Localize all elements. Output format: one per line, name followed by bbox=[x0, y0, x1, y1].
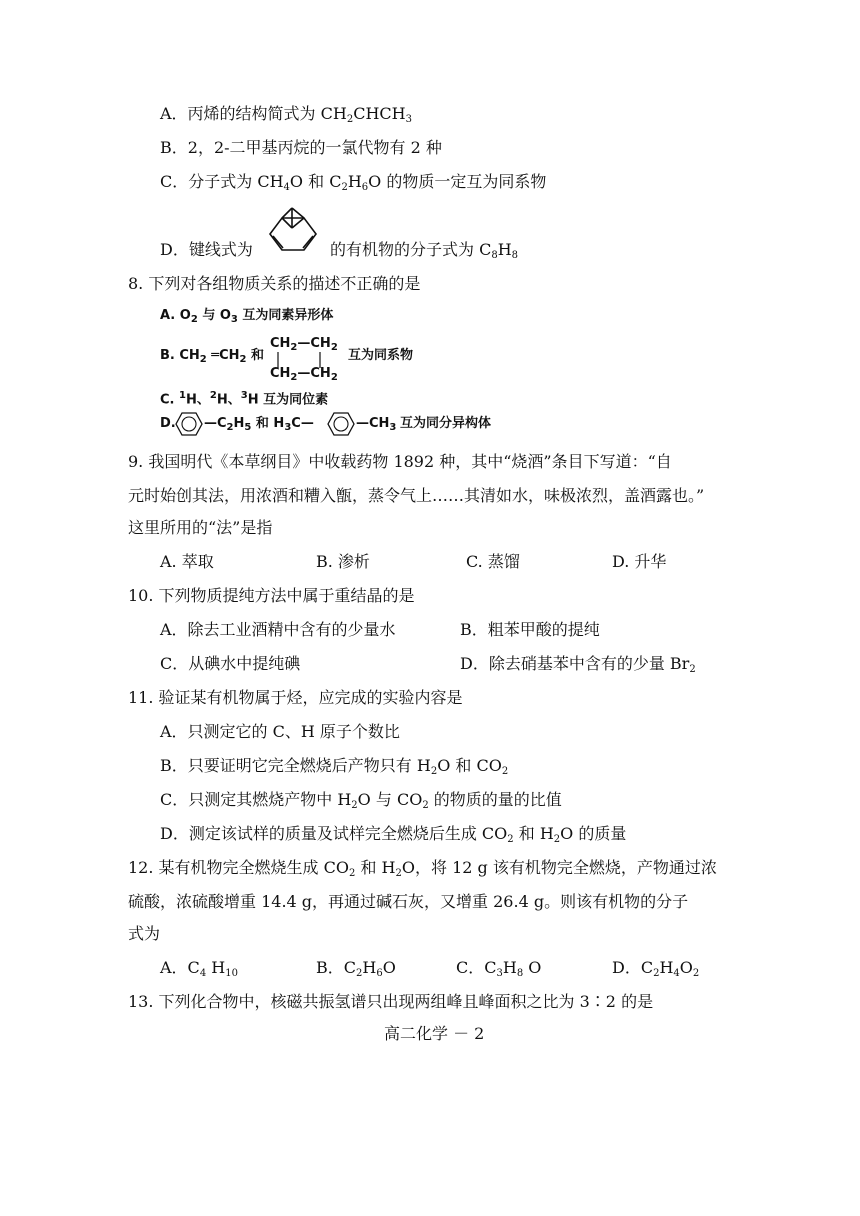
q12-option-d: D．$C_2H_4O_2$ bbox=[612, 958, 700, 979]
q12-line-1: 12. 某有机物完全燃烧生成 $CO_2$ 和 $H_2O$，将 12 g 该有机物完全燃烧，产物通过浓 bbox=[128, 858, 717, 879]
q10-option-d: D．除去硝基苯中含有的少量 $Br_2$ bbox=[460, 654, 696, 675]
q9-line-1: 9. 我国明代《本草纲目》中收载药物 1892 种，其中“烧酒”条目下写道：“自 bbox=[128, 452, 672, 471]
q11-option-b: B．只要证明它完全燃烧后产物只有 $H_2O$ 和 $CO_2$ bbox=[160, 756, 509, 777]
q12-line-2: 硫酸，浓硫酸增重 14.4 g，再通过碱石灰，又增重 26.4 g。则该有机物的分子 bbox=[128, 892, 689, 911]
q13-stem: 13. 下列化合物中，核磁共振氢谱只出现两组峰且峰面积之比为 3∶2 的是 bbox=[128, 992, 654, 1011]
q11-option-d: D．测定该试样的质量及试样完全燃烧后生成 $CO_2$ 和 $H_2O$ 的质量 bbox=[160, 824, 627, 845]
q8-option-d-methyl: $—CH_3$ bbox=[356, 416, 397, 433]
q12-option-b: B．$C_2H_6O$ bbox=[316, 958, 396, 979]
q7-option-a: A．丙烯的结构简式为 $CH_2CHCH_3$ bbox=[160, 104, 412, 125]
q12-option-c: C．$C_3H_8$ O bbox=[456, 958, 542, 979]
q12-line-3: 式为 bbox=[128, 924, 161, 943]
q8-stem: 8. 下列对各组物质关系的描述不正确的是 bbox=[128, 274, 421, 293]
q8-option-c: C. $^1$H、$^2$H、$^3$H 互为同位素 bbox=[160, 390, 329, 408]
q9-option-a: A. 萃取 bbox=[160, 552, 214, 571]
benzene-ring-1 bbox=[174, 410, 204, 438]
q9-option-d: D. 升华 bbox=[612, 552, 667, 571]
q11-option-c: C．只测定其燃烧产物中 $H_2O$ 与 $CO_2$ 的物质的量的比值 bbox=[160, 790, 562, 811]
q10-option-c: C．从碘水中提纯碘 bbox=[160, 654, 301, 673]
q8-ring-top: $CH_2—CH_2$ bbox=[270, 336, 338, 353]
q8-option-b-prefix: B. $CH_2$ $═CH_2$ 和 bbox=[160, 348, 265, 365]
q7-option-b: B．2，2-二甲基丙烷的一氯代物有 2 种 bbox=[160, 138, 442, 157]
q9-option-b: B. 渗析 bbox=[316, 552, 370, 571]
q9-line-3: 这里所用的“法”是指 bbox=[128, 518, 273, 537]
q11-option-a: A．只测定它的 C、H 原子个数比 bbox=[160, 722, 400, 741]
page-footer: 高二化学 － 2 bbox=[384, 1024, 485, 1043]
q8-option-d-prefix: D. bbox=[160, 416, 176, 431]
benzene-ring-2 bbox=[326, 410, 356, 438]
q7-option-c: C．分子式为 $CH_4O$ 和 $C_2H_6O$ 的物质一定互为同系物 bbox=[160, 172, 547, 193]
bicyclo-structure-image bbox=[262, 204, 324, 258]
q8-ring-bottom: $CH_2—CH_2$ bbox=[270, 366, 338, 383]
q10-option-b: B．粗苯甲酸的提纯 bbox=[460, 620, 600, 639]
q12-option-a: A．$C_4$ $H_{10}$ bbox=[160, 958, 238, 979]
q10-stem: 10. 下列物质提纯方法中属于重结晶的是 bbox=[128, 586, 415, 605]
q8-option-d-mid: $—C_2H_5$ 和 $H_3C—$ bbox=[204, 416, 314, 433]
q11-stem: 11. 验证某有机物属于烃，应完成的实验内容是 bbox=[128, 688, 463, 707]
q10-option-a: A．除去工业酒精中含有的少量水 bbox=[160, 620, 396, 639]
q9-line-2: 元时始创其法，用浓酒和糟入甑，蒸令气上……其清如水，味极浓烈，盖酒露也。” bbox=[128, 486, 705, 505]
q8-option-d-suffix: 互为同分异构体 bbox=[400, 416, 492, 431]
q8-option-a: A. $O_2$ 与 $O_3$ 互为同素异形体 bbox=[160, 308, 334, 325]
q8-option-b-suffix: 互为同系物 bbox=[348, 348, 414, 363]
q7-option-d-prefix: D．键线式为 bbox=[160, 240, 253, 259]
q9-option-c: C. 蒸馏 bbox=[466, 552, 520, 571]
q7-option-d-suffix: 的有机物的分子式为 $C_8H_8$ bbox=[330, 240, 519, 261]
